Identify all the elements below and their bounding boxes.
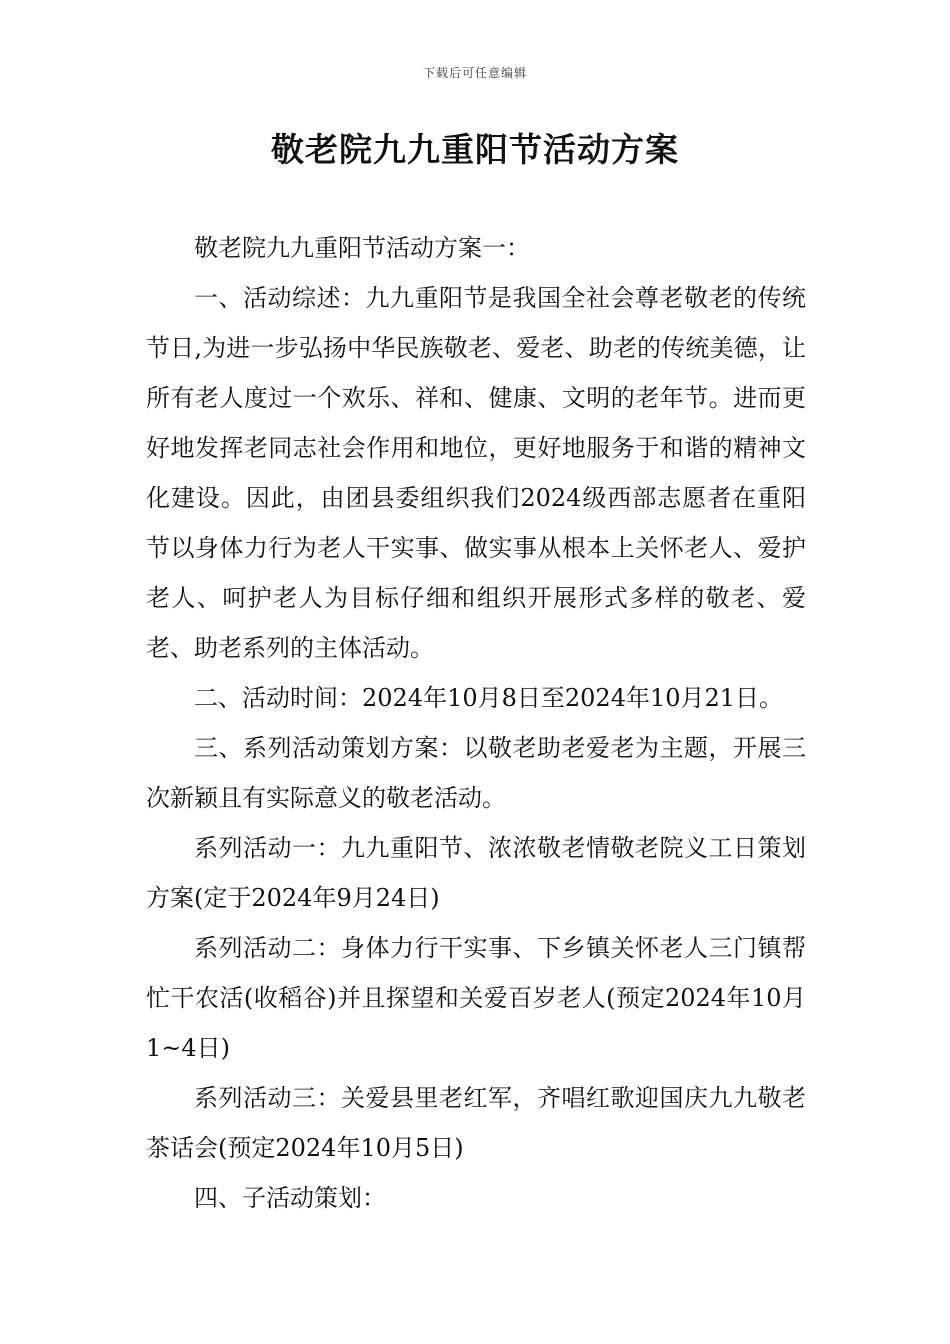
- paragraph-sub-activities: 四、子活动策划：: [194, 1184, 386, 1212]
- paragraph-activity-one: 系列活动一：九九重阳节、浓浓敬老情敬老院义工日策划方案(定于2024年9月24日): [146, 834, 806, 912]
- paragraph-activity-three: 系列活动三：关爱县里老红军，齐唱红歌迎国庆九九敬老茶话会(预定2024年10月5日): [146, 1084, 806, 1162]
- paragraph-time: 二、活动时间：2024年10月8日至2024年10月21日。: [194, 684, 784, 712]
- paragraph-overview: 一、活动综述：九九重阳节是我国全社会尊老敬老的传统节日,为进一步弘扬中华民族敬老、爱老、助老的传统美德，让所有老人度过一个欢乐、祥和、健康、文明的老年节。进而更好地发挥老同志社会作用和地位，更好地服务于和谐的精神文化建设。因此，由团县委组织我们2024级西部志愿者在重阳节以身体力行为老人干实事、做实事从根本上关怀老人、爱护老人、呵护老人为目标仔细和组织开展形式多样的敬老、爱老、助老系列的主体活动。: [146, 284, 806, 662]
- header-note: 下载后可任意编辑: [422, 66, 527, 80]
- paragraph-intro: 敬老院九九重阳节活动方案一：: [194, 234, 530, 262]
- document-body: [146, 223, 806, 1223]
- paragraph-plan: 三、系列活动策划方案：以敬老助老爱老为主题，开展三次新颖且有实际意义的敬老活动。: [146, 734, 806, 812]
- paragraph-activity-two: 系列活动二：身体力行干实事、下乡镇关怀老人三门镇帮忙干农活(收稻谷)并且探望和关爱百岁老人(预定2024年10月1~4日): [146, 934, 806, 1062]
- document-title: 敬老院九九重阳节活动方案: [271, 130, 679, 169]
